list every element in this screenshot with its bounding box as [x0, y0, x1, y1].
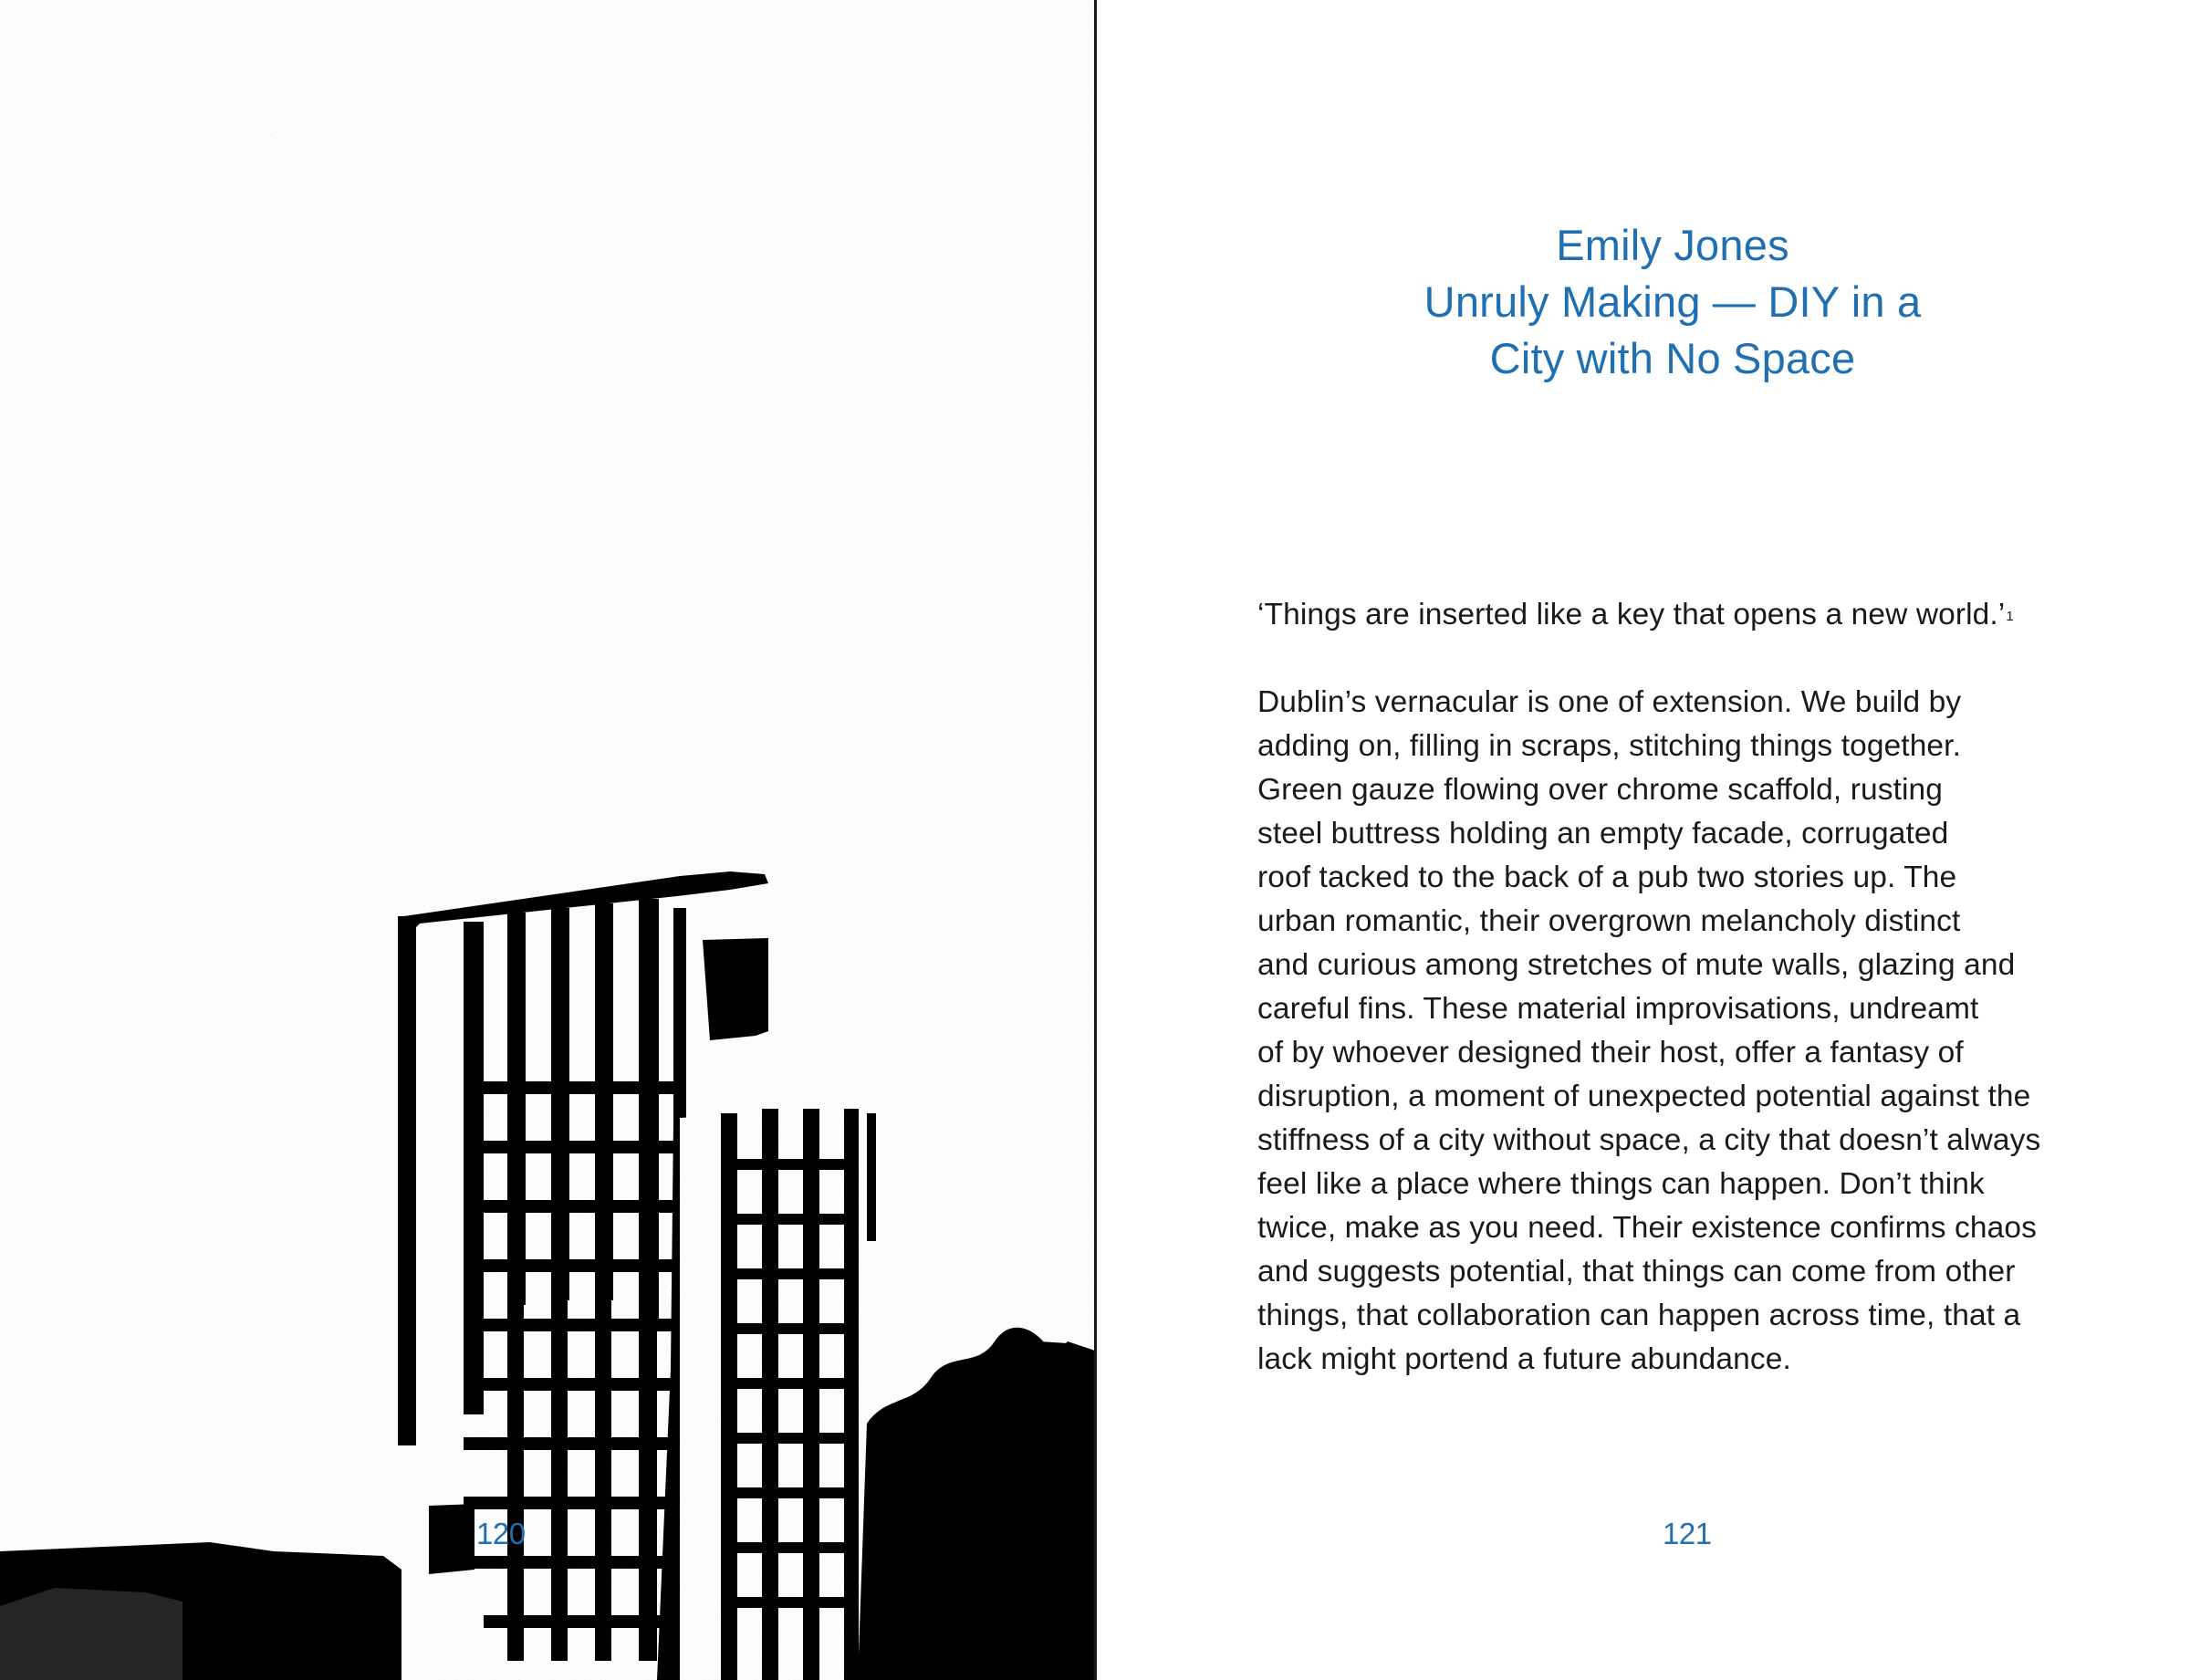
body-paragraph [1257, 681, 2170, 1382]
right-page [1097, 0, 2190, 1680]
title-line-2: City with No Space [1489, 334, 1856, 382]
body-text [1257, 593, 2170, 1382]
paragraph-line: steel buttress holding an empty facade, corrugated [1257, 817, 1949, 850]
title-line-1: Unruly Making — DIY in a [1424, 277, 1922, 326]
paragraph-line: feel like a place where things can happen. Don’t think [1257, 1167, 1985, 1201]
paragraph-line: Green gauze flowing over chrome scaffold, rusting [1257, 773, 1943, 807]
paragraph-line: and suggests potential, that things can come from other [1257, 1255, 2016, 1289]
paragraph-line: disruption, a moment of unexpected potential against the [1257, 1080, 2031, 1113]
paragraph-line: lack might portend a future abundance. [1257, 1342, 1791, 1376]
footnote-mark: 1 [2006, 609, 2014, 624]
paragraph-line: of by whoever designed their host, offer a fantasy of [1257, 1036, 1964, 1070]
paragraph-line: urban romantic, their overgrown melancholy distinct [1257, 904, 1961, 938]
chapter-title [1097, 217, 2190, 387]
paragraph-line: twice, make as you need. Their existence confirms chaos [1257, 1211, 2037, 1245]
paragraph-line: careful fins. These material improvisations, undreamt [1257, 992, 1979, 1026]
paragraph-line: roof tacked to the back of a pub two stories up. The [1257, 861, 1957, 894]
paragraph-line: things, that collaboration can happen across time, that a [1257, 1299, 2021, 1332]
page-number-left: 120 [476, 1517, 526, 1550]
paragraph-line: stiffness of a city without space, a city that doesn’t always [1257, 1123, 2041, 1157]
paragraph-line: adding on, filling in scraps, stitching things together. [1257, 729, 1961, 763]
page-number-right: 121 [1663, 1517, 1712, 1550]
author-name: Emily Jones [1556, 221, 1789, 269]
paragraph-line: Dublin’s vernacular is one of extension. We build by [1257, 685, 1962, 719]
paragraph-line: and curious among stretches of mute walls, glazing and [1257, 948, 2016, 982]
epigraph-text: ‘Things are inserted like a key that opens a new world.’ [1257, 598, 2006, 631]
epigraph [1257, 593, 2170, 637]
